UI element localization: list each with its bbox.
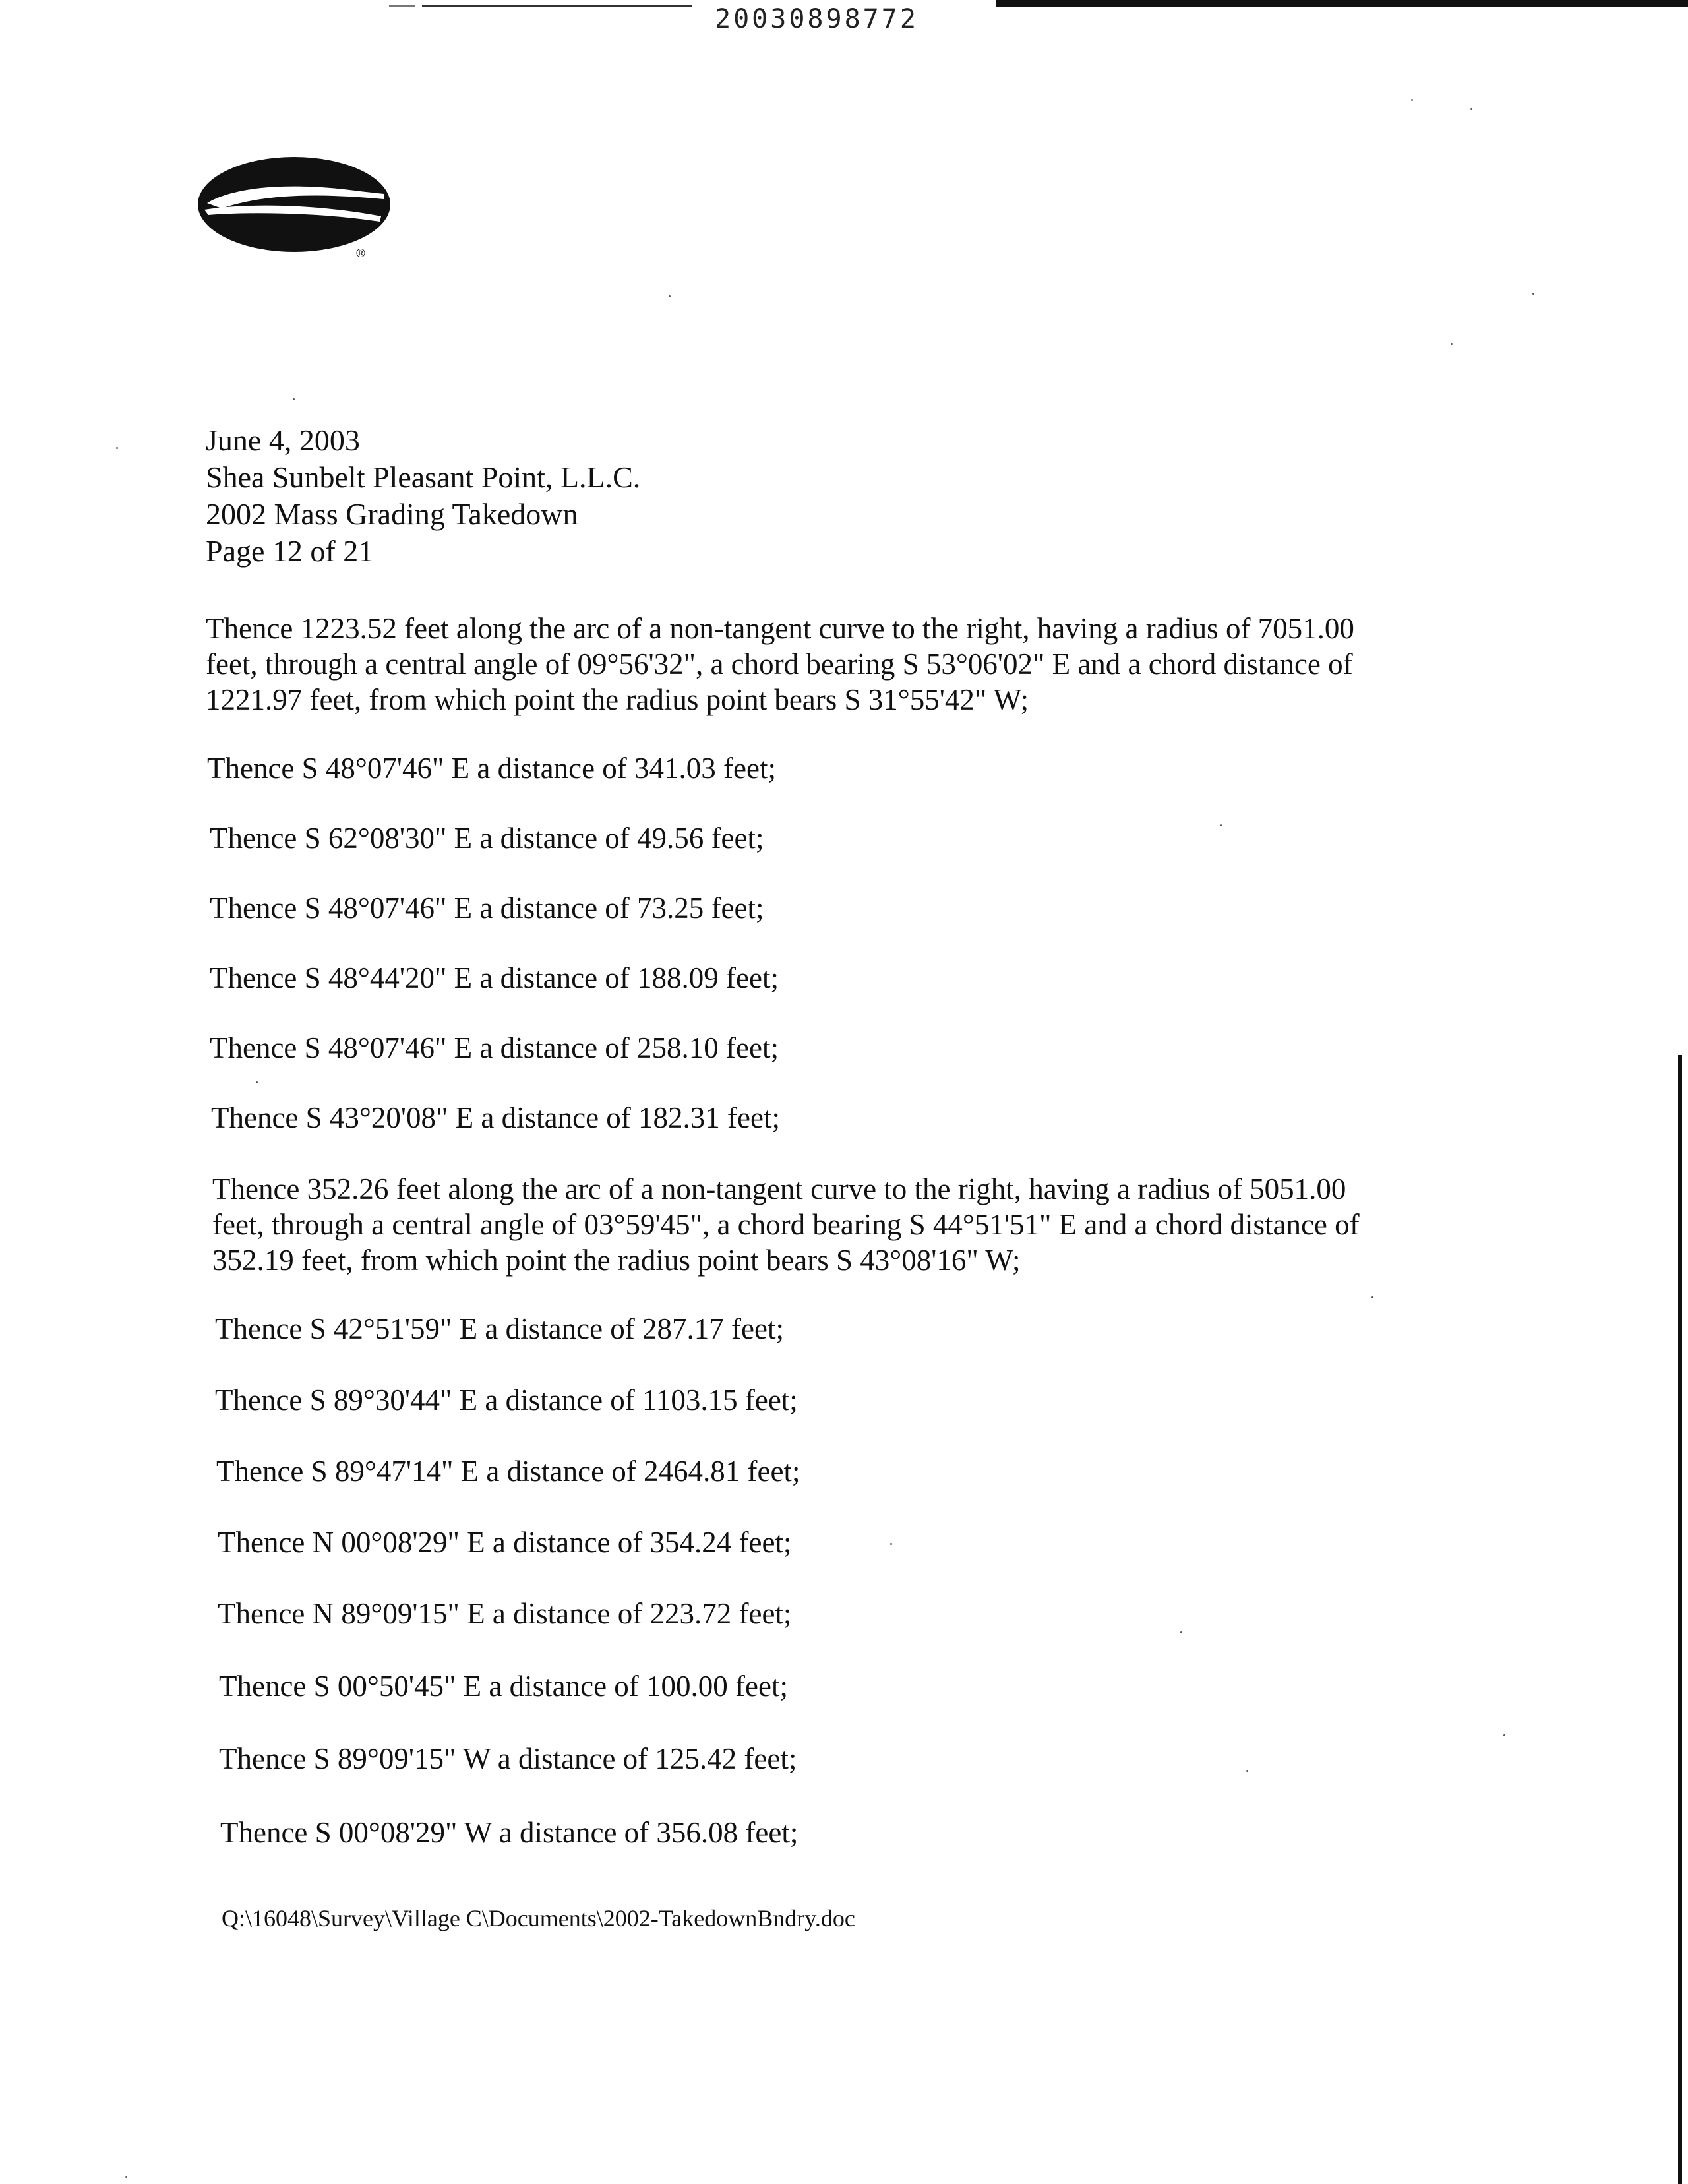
paragraph-line: Thence 352.26 feet along the arc of a non-tangent curve to the right, having a radius of 5051.00 (212, 1172, 1346, 1205)
document-id: 20030898772 (715, 4, 919, 34)
scan-speck (116, 447, 118, 449)
scan-speck (125, 2176, 127, 2178)
legal-description-paragraph (212, 1171, 1360, 1278)
course-line: Thence S 00°50'45" E a distance of 100.00 feet; (219, 1670, 788, 1703)
file-path-footer: Q:\16048\Survey\Village C\Documents\2002-TakedownBndry.doc (222, 1905, 855, 1931)
scan-speck (1451, 343, 1453, 345)
paragraph-line: 352.19 feet, from which point the radius point bears S 43°08'16" W; (212, 1244, 1021, 1277)
scan-speck (1246, 1770, 1248, 1772)
scan-edge-line (1678, 1055, 1682, 2184)
paragraph-line: feet, through a central angle of 09°56'32", a chord bearing S 53°06'02" E and a chord distance of (206, 648, 1353, 681)
course-line: Thence S 89°47'14" E a distance of 2464.81 feet; (216, 1455, 800, 1488)
paragraph-line: 1221.97 feet, from which point the radius point bears S 31°55'42" W; (206, 683, 1029, 716)
course-line: Thence S 89°09'15" W a distance of 125.42 feet; (219, 1742, 797, 1775)
registered-mark: ® (355, 247, 367, 260)
scan-speck (1220, 824, 1222, 826)
project-name: 2002 Mass Grading Takedown (206, 497, 578, 531)
course-line: Thence N 00°08'29" E a distance of 354.24 feet; (218, 1526, 792, 1559)
course-line: Thence S 48°07'46" E a distance of 258.10 feet; (210, 1031, 779, 1064)
scan-speck (890, 1543, 892, 1545)
legal-description-paragraph (206, 611, 1354, 717)
letter-date: June 4, 2003 (206, 423, 360, 457)
course-line: Thence S 48°07'46" E a distance of 73.25 feet; (210, 892, 764, 925)
scan-speck (1180, 1631, 1182, 1633)
scan-artifact-rule-right (996, 0, 1688, 7)
paragraph-line: feet, through a central angle of 03°59'45", a chord bearing S 44°51'51" E and a chord distance of (212, 1208, 1360, 1241)
scan-speck (1503, 1734, 1505, 1736)
course-line: Thence S 62°08'30" E a distance of 49.56 feet; (210, 822, 764, 855)
paragraph-line: Thence 1223.52 feet along the arc of a non-tangent curve to the right, having a radius of 7051.00 (206, 612, 1354, 645)
scan-speck (1470, 108, 1472, 110)
scan-speck (1532, 293, 1534, 295)
company-name: Shea Sunbelt Pleasant Point, L.L.C. (206, 460, 641, 494)
course-line: Thence S 42°51'59" E a distance of 287.17 feet; (215, 1312, 784, 1345)
course-line: Thence S 89°30'44" E a distance of 1103.15 feet; (215, 1383, 798, 1416)
scan-speck (669, 295, 671, 297)
course-line: Thence S 00°08'29" W a distance of 356.08 feet; (220, 1816, 799, 1849)
scan-speck (256, 1081, 258, 1083)
scan-speck (293, 398, 295, 400)
scan-artifact-dash (389, 5, 415, 7)
scan-artifact-rule-left (422, 5, 692, 7)
page-number: Page 12 of 21 (206, 534, 374, 568)
course-line: Thence N 89°09'15" E a distance of 223.72 feet; (218, 1597, 792, 1630)
course-line: Thence S 43°20'08" E a distance of 182.31 feet; (211, 1101, 780, 1134)
scan-speck (1372, 1296, 1373, 1298)
letter-header (206, 422, 640, 570)
course-line: Thence S 48°07'46" E a distance of 341.03 feet; (207, 752, 776, 785)
course-line: Thence S 48°44'20" E a distance of 188.09 feet; (210, 961, 779, 994)
scan-speck (1411, 99, 1413, 101)
